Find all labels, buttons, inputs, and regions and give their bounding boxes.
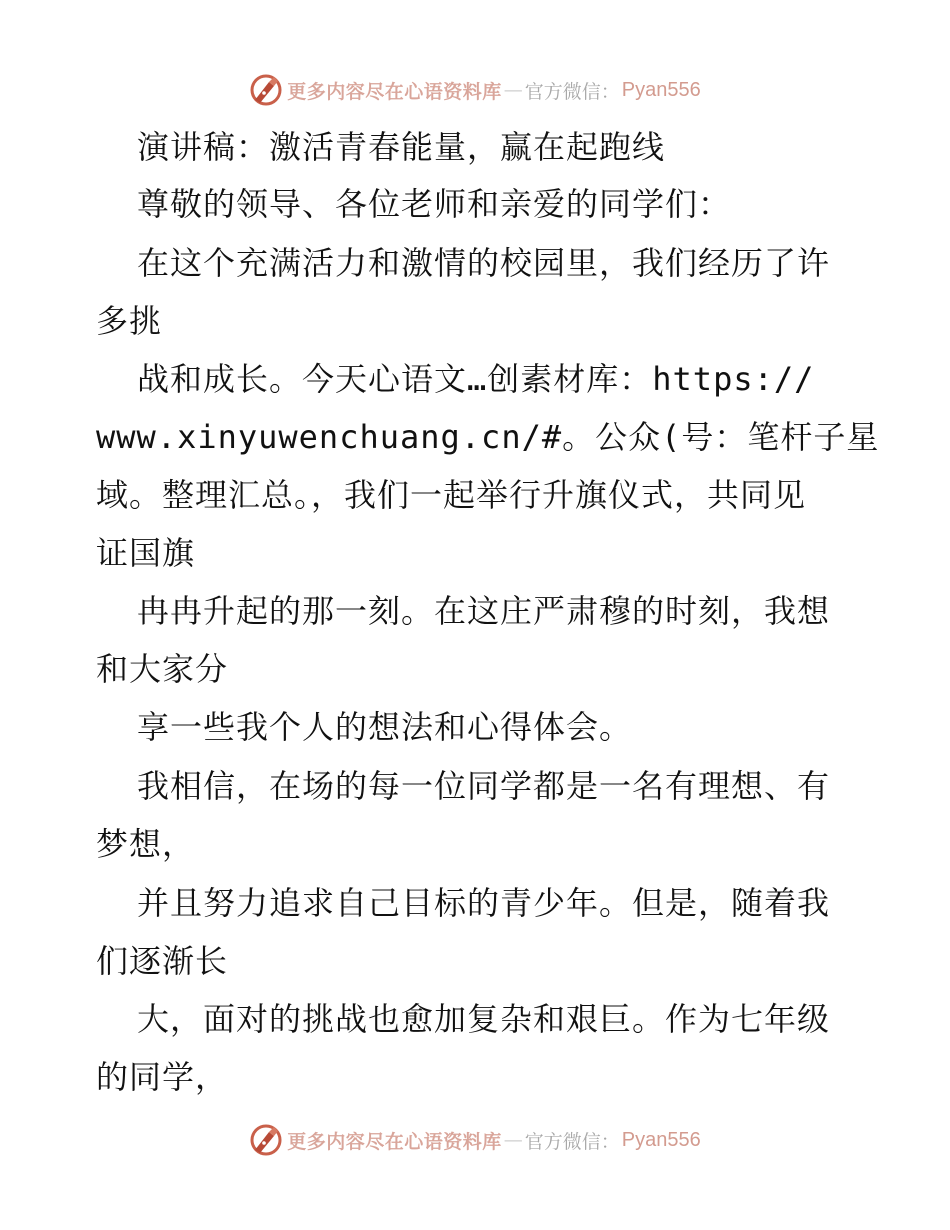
banner-colon: ： — [600, 1130, 620, 1153]
text-line: www.xinyuwenchuang.cn/#。公众(号：笔杆子星 — [96, 418, 880, 456]
text-line: 尊敬的领导、各位老师和亲爱的同学们： — [137, 185, 732, 223]
text-line: 的同学， — [96, 1058, 229, 1096]
text-line: 我相信，在场的每一位同学都是一名有理想、有 — [137, 767, 831, 805]
footer-banner — [0, 1120, 950, 1160]
speech-title: 演讲稿：激活青春能量，赢在起跑线 — [137, 128, 666, 166]
text-line: 梦想， — [96, 825, 196, 863]
banner-separator: — — [503, 79, 523, 101]
text-line: 域。整理汇总。，我们一起举行升旗仪式，共同见 — [96, 476, 807, 514]
text-line: 多挑 — [96, 302, 163, 340]
text-line: 在这个充满活力和激情的校园里，我们经历了许 — [137, 244, 831, 282]
text-line: 并且努力追求自己目标的青少年。但是，随着我 — [137, 884, 831, 922]
banner-wechat-id: Pyan556 — [621, 78, 701, 101]
pen-nib-logo-icon — [249, 1123, 283, 1157]
banner-main-text: 更多内容尽在心语资料库 — [287, 1130, 502, 1153]
text-line: 战和成长。今天心语文…创素材库：https:// — [137, 360, 815, 398]
text-line: 们逐渐长 — [96, 942, 229, 980]
text-line: 和大家分 — [96, 650, 229, 688]
banner-wechat-label: 官方微信 — [524, 1130, 601, 1153]
banner-colon: ： — [600, 80, 620, 103]
banner-separator: — — [503, 1129, 523, 1151]
text-line: 证国旗 — [96, 534, 196, 572]
banner-wechat-label: 官方微信 — [524, 80, 601, 103]
text-line: 冉冉升起的那一刻。在这庄严肃穆的时刻，我想 — [137, 592, 831, 630]
text-line: 享一些我个人的想法和心得体会。 — [137, 708, 633, 746]
banner-wechat-id: Pyan556 — [621, 1128, 701, 1151]
header-banner — [0, 70, 950, 110]
pen-nib-logo-icon — [249, 73, 283, 107]
text-line: 大，面对的挑战也愈加复杂和艰巨。作为七年级 — [137, 1000, 831, 1038]
banner-main-text: 更多内容尽在心语资料库 — [287, 80, 502, 103]
